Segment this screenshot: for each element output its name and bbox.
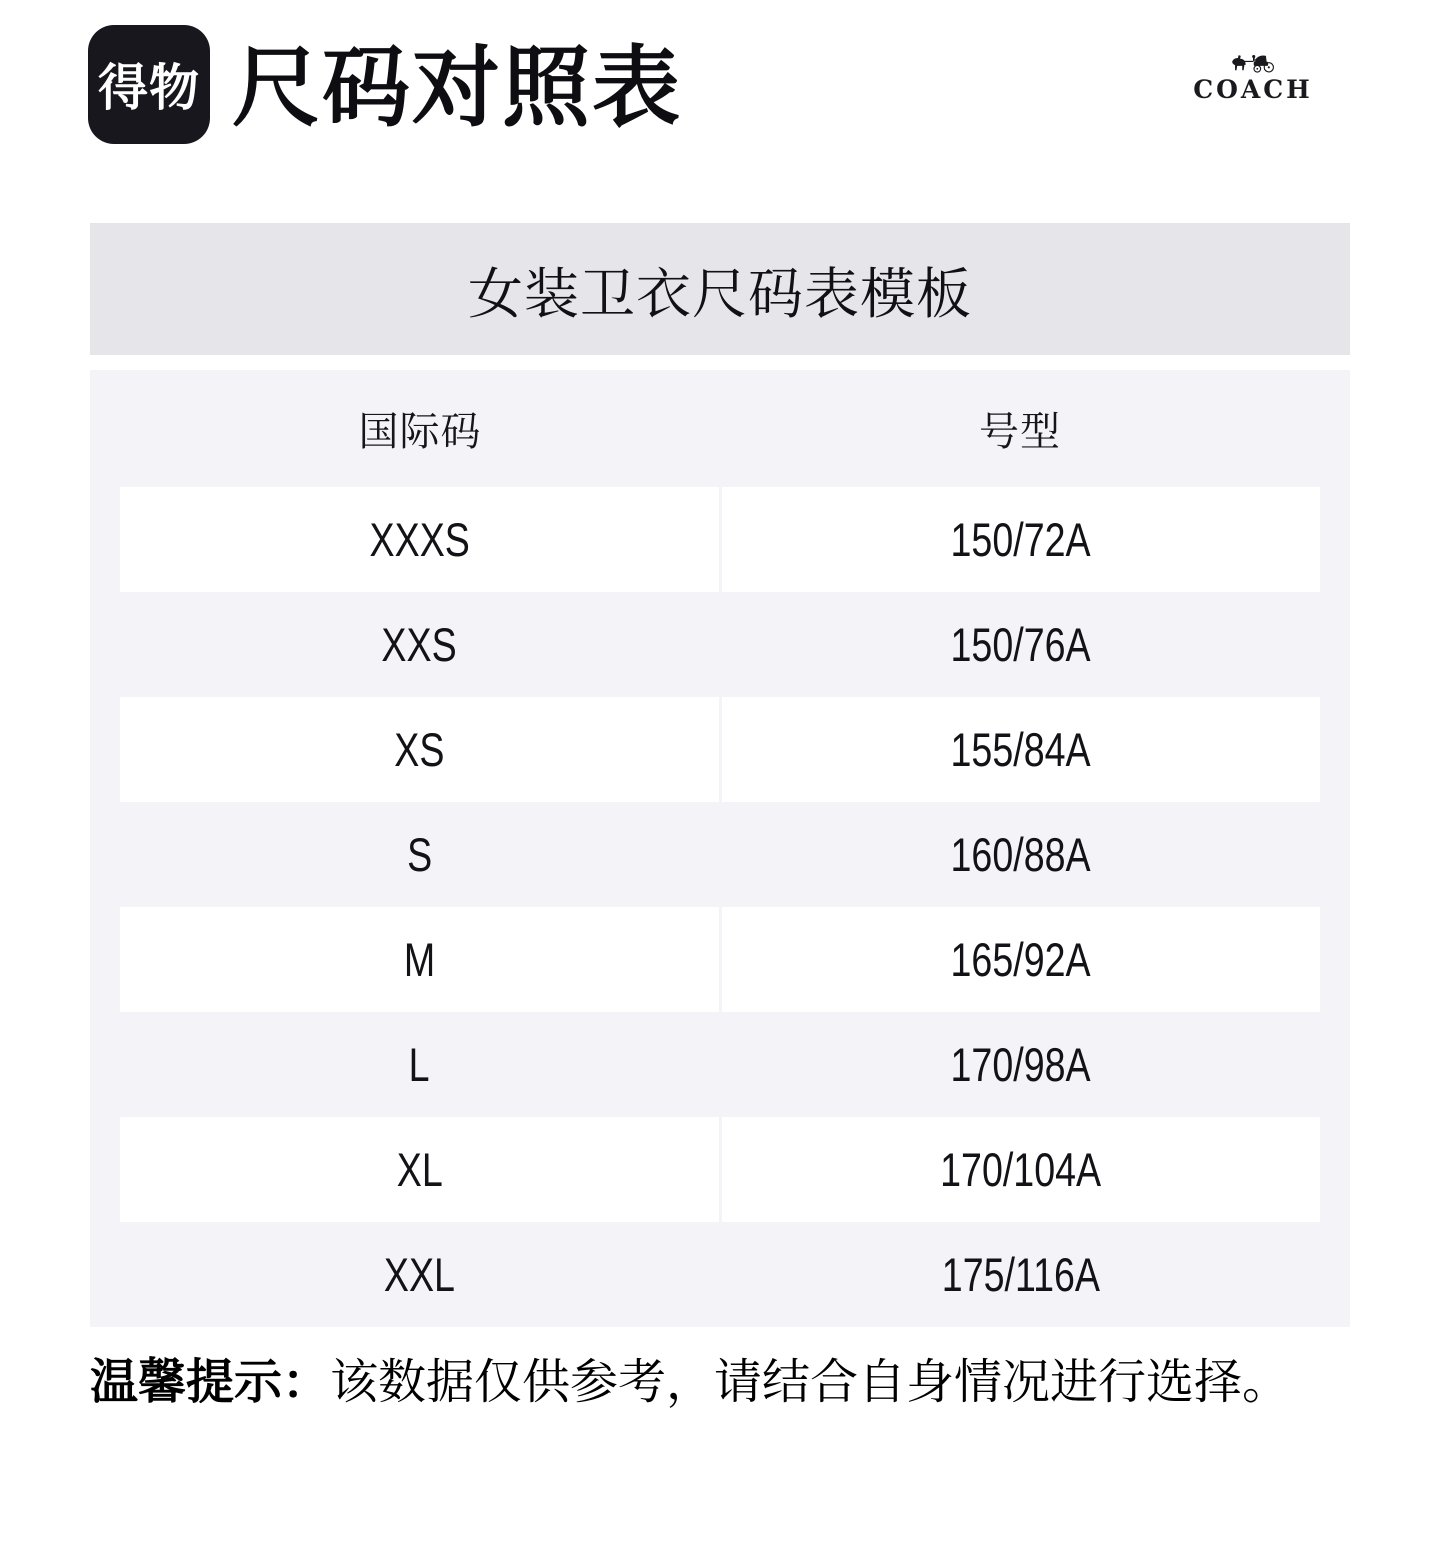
notice-text: 该数据仅供参考，请结合自身情况进行选择。: [330, 1356, 1291, 1409]
type-size-cell: 150/72A: [722, 487, 1321, 592]
intl-size-cell: XXS: [381, 618, 457, 671]
table-row: [120, 697, 1320, 802]
type-size-cell: 165/92A: [722, 907, 1321, 1012]
table-row: [120, 1222, 1320, 1327]
brand-logo: [1188, 52, 1318, 104]
column-header-intl: 国际码: [358, 410, 482, 454]
dewu-logo-text: 得物: [98, 60, 200, 116]
intl-size-cell: L: [408, 1038, 430, 1091]
column-header-type: 号型: [979, 410, 1061, 454]
intl-size-cell: S: [406, 828, 432, 881]
table-title: 女装卫衣尺码表模板: [467, 262, 972, 325]
table-header-row: [120, 370, 1320, 487]
table-title-band: [90, 223, 1350, 355]
notice: [90, 1352, 1370, 1414]
type-size-cell: 170/98A: [950, 1038, 1091, 1091]
type-size-cell: 155/84A: [722, 697, 1321, 802]
intl-size-cell: XXL: [383, 1248, 455, 1301]
table-row: [120, 907, 1320, 1012]
type-size-cell: 170/104A: [722, 1117, 1321, 1222]
dewu-app-logo: [88, 25, 210, 144]
intl-size-cell: XS: [120, 697, 719, 802]
intl-size-cell: XXXS: [120, 487, 719, 592]
table-row: [120, 592, 1320, 697]
table-row: [120, 802, 1320, 907]
notice-label: 温馨提示：: [90, 1356, 331, 1409]
table-row: [120, 1117, 1320, 1222]
header: [88, 23, 682, 145]
page-title: 尺码对照表: [232, 38, 683, 137]
table-row: [120, 487, 1320, 592]
type-size-cell: 175/116A: [941, 1248, 1100, 1301]
intl-size-cell: XL: [120, 1117, 719, 1222]
type-size-cell: 150/76A: [950, 618, 1091, 671]
table-rows: [120, 487, 1320, 1327]
horse-carriage-icon: [1230, 52, 1276, 74]
type-size-cell: 160/88A: [950, 828, 1091, 881]
intl-size-cell: M: [120, 907, 719, 1012]
size-table: [90, 370, 1350, 1327]
table-row: [120, 1012, 1320, 1117]
brand-name: COACH: [1193, 75, 1313, 104]
